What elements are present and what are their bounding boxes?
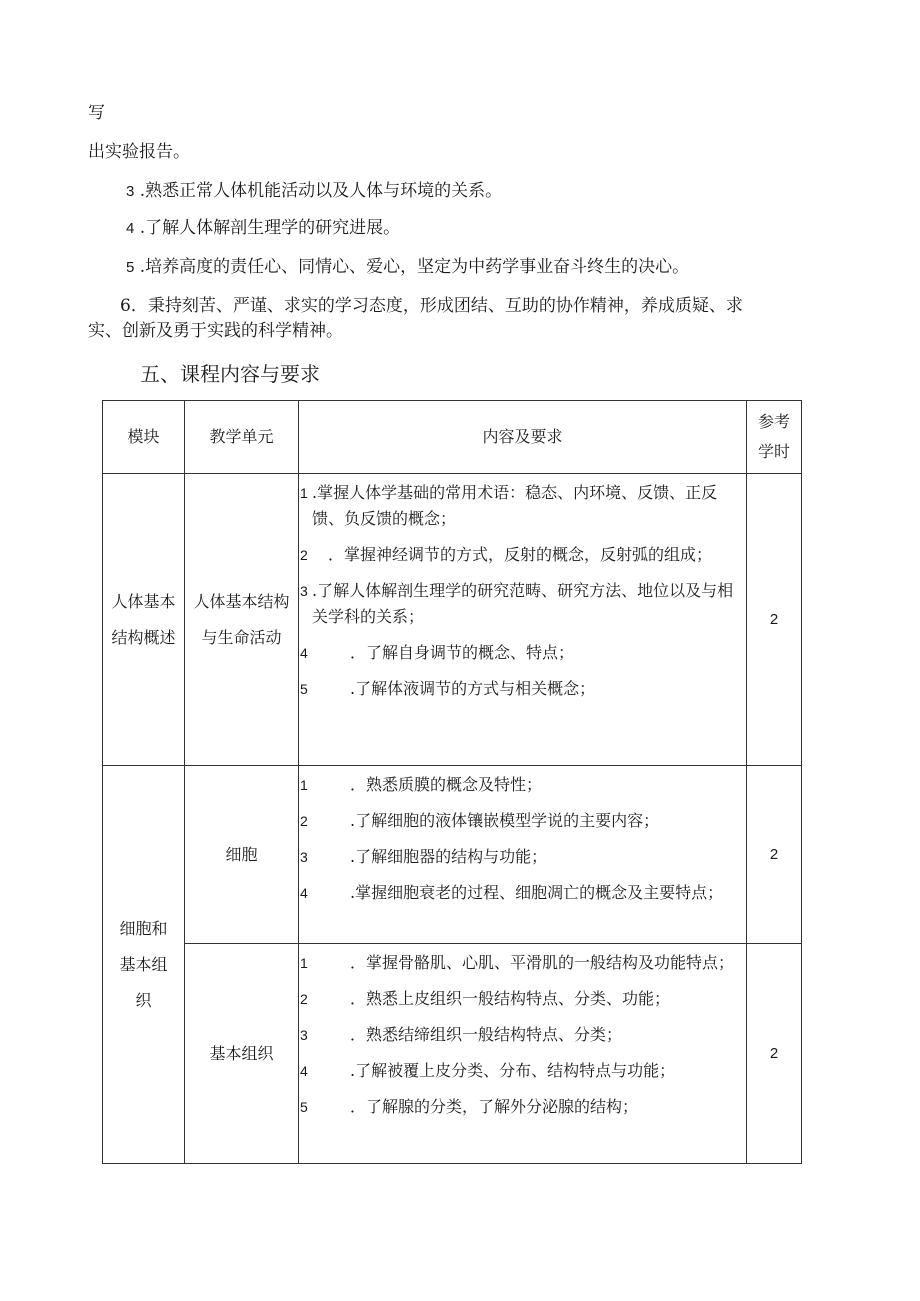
row1-item-5-number: 5	[300, 681, 308, 697]
row3-item-3-text: ．熟悉结缔组织一般结构特点、分类；	[350, 1025, 623, 1044]
row3-item-2	[300, 986, 746, 1012]
row2-item-3-text: .了解细胞器的结构与功能；	[350, 847, 548, 866]
course-content-table	[102, 400, 802, 1164]
row2-hours: 2	[747, 766, 802, 944]
row2-item-2	[300, 808, 746, 834]
row3-item-1-text: ．掌握骨骼肌、心肌、平滑肌的一般结构及功能特点；	[350, 953, 735, 972]
row3-item-1	[300, 950, 746, 976]
row1-item-4-number: 4	[300, 645, 308, 661]
row1-item-2	[300, 542, 746, 568]
row2-item-1-text: ．熟悉质膜的概念及特性；	[350, 775, 543, 794]
row3-item-4	[300, 1058, 746, 1084]
objective-item-3-number: 3	[126, 183, 135, 200]
row1-item-3	[300, 578, 746, 630]
objective-item-5-number: 5	[126, 259, 135, 276]
row1-item-2-text: ．掌握神经调节的方式，反射的概念，反射弧的组成；	[328, 545, 713, 564]
row1-content	[299, 474, 747, 766]
table-row-basic-tissue	[103, 944, 802, 1164]
table-header-row	[103, 401, 802, 474]
row3-item-1-number: 1	[300, 955, 308, 971]
row3-unit: 基本组织	[185, 944, 299, 1164]
header-hours-line-2: 学时	[757, 442, 790, 461]
row1-unit-line-2: 与生命活动	[201, 627, 282, 647]
row1-item-1	[300, 480, 746, 532]
row1-module	[103, 474, 185, 766]
row3-content	[299, 944, 747, 1164]
row1-unit	[185, 474, 299, 766]
row2-item-2-text: .了解细胞的液体镶嵌模型学说的主要内容；	[350, 811, 660, 830]
section-heading: 五、课程内容与要求	[140, 362, 320, 386]
intro-line-2: 出实验报告。	[88, 142, 190, 162]
objective-item-4-text: .了解人体解剖生理学的研究进展。	[139, 218, 401, 238]
row2-item-4-text: .掌握细胞衰老的过程、细胞凋亡的概念及主要特点；	[350, 883, 724, 902]
row1-item-3-number: 3	[300, 583, 308, 599]
row2-item-4	[300, 880, 746, 906]
row2-content	[299, 766, 747, 944]
objective-item-6-line-1: 6．秉持刻苦、严谨、求实的学习态度，形成团结、互助的协作精神，养成质疑、求	[120, 296, 743, 316]
group2-module-line-2: 基本组	[119, 954, 168, 974]
row3-item-5-text: ．了解腺的分类，了解外分泌腺的结构；	[350, 1097, 639, 1116]
row2-item-4-number: 4	[300, 885, 308, 901]
header-content: 内容及要求	[299, 401, 747, 474]
header-hours-line-1: 参考	[757, 412, 790, 431]
group2-module-line-1: 细胞和	[119, 918, 168, 938]
row1-item-4	[300, 640, 746, 666]
objective-item-4-number: 4	[126, 220, 135, 237]
header-module: 模块	[103, 401, 185, 474]
header-hours	[747, 401, 802, 474]
row1-item-3-text: .了解人体解剖生理学的研究范畴、研究方法、地位以及与相关学科的关系；	[312, 581, 734, 626]
row1-item-1-text: .掌握人体学基础的常用术语：稳态、内环境、反馈、正反馈、负反馈的概念；	[312, 483, 718, 528]
table-row-structure-overview	[103, 474, 802, 766]
row3-item-4-number: 4	[300, 1063, 308, 1079]
row1-unit-line-1: 人体基本结构	[193, 591, 290, 611]
objective-item-3-text: .熟悉正常人体机能活动以及人体与环境的关系。	[139, 181, 503, 201]
row3-item-3-number: 3	[300, 1027, 308, 1043]
row1-item-5	[300, 676, 746, 702]
intro-line-1: 写	[88, 103, 105, 123]
objective-item-5	[126, 256, 689, 279]
group2-module-line-3: 织	[135, 990, 152, 1010]
objective-item-6-line-2: 实、创新及勇于实践的科学精神。	[88, 321, 343, 341]
row2-unit: 细胞	[185, 766, 299, 944]
row2-item-1	[300, 772, 746, 798]
group2-module	[103, 766, 185, 1164]
row1-module-line-1: 人体基本	[111, 591, 176, 611]
row3-item-4-text: .了解被覆上皮分类、分布、结构特点与功能；	[350, 1061, 676, 1080]
row3-item-2-number: 2	[300, 991, 308, 1007]
row3-item-5-number: 5	[300, 1099, 308, 1115]
row1-item-4-text: ．了解自身调节的概念、特点；	[350, 643, 575, 662]
row1-module-line-2: 结构概述	[111, 627, 176, 647]
row2-item-3	[300, 844, 746, 870]
objective-item-3	[126, 180, 502, 203]
header-unit: 教学单元	[185, 401, 299, 474]
row1-item-5-text: .了解体液调节的方式与相关概念；	[350, 679, 596, 698]
row1-item-2-number: 2	[300, 547, 308, 563]
row3-hours: 2	[747, 944, 802, 1164]
row2-item-3-number: 3	[300, 849, 308, 865]
row3-item-3	[300, 1022, 746, 1048]
row3-item-2-text: ．熟悉上皮组织一般结构特点、分类、功能；	[350, 989, 671, 1008]
row1-item-1-number: 1	[300, 485, 308, 501]
objective-item-5-text: .培养高度的责任心、同情心、爱心，坚定为中药学事业奋斗终生的决心。	[139, 257, 690, 277]
row3-item-5	[300, 1094, 746, 1120]
row2-item-2-number: 2	[300, 813, 308, 829]
row2-item-1-number: 1	[300, 777, 308, 793]
row1-hours: 2	[747, 474, 802, 766]
table-row-cell	[103, 766, 802, 944]
objective-item-4	[126, 217, 400, 240]
